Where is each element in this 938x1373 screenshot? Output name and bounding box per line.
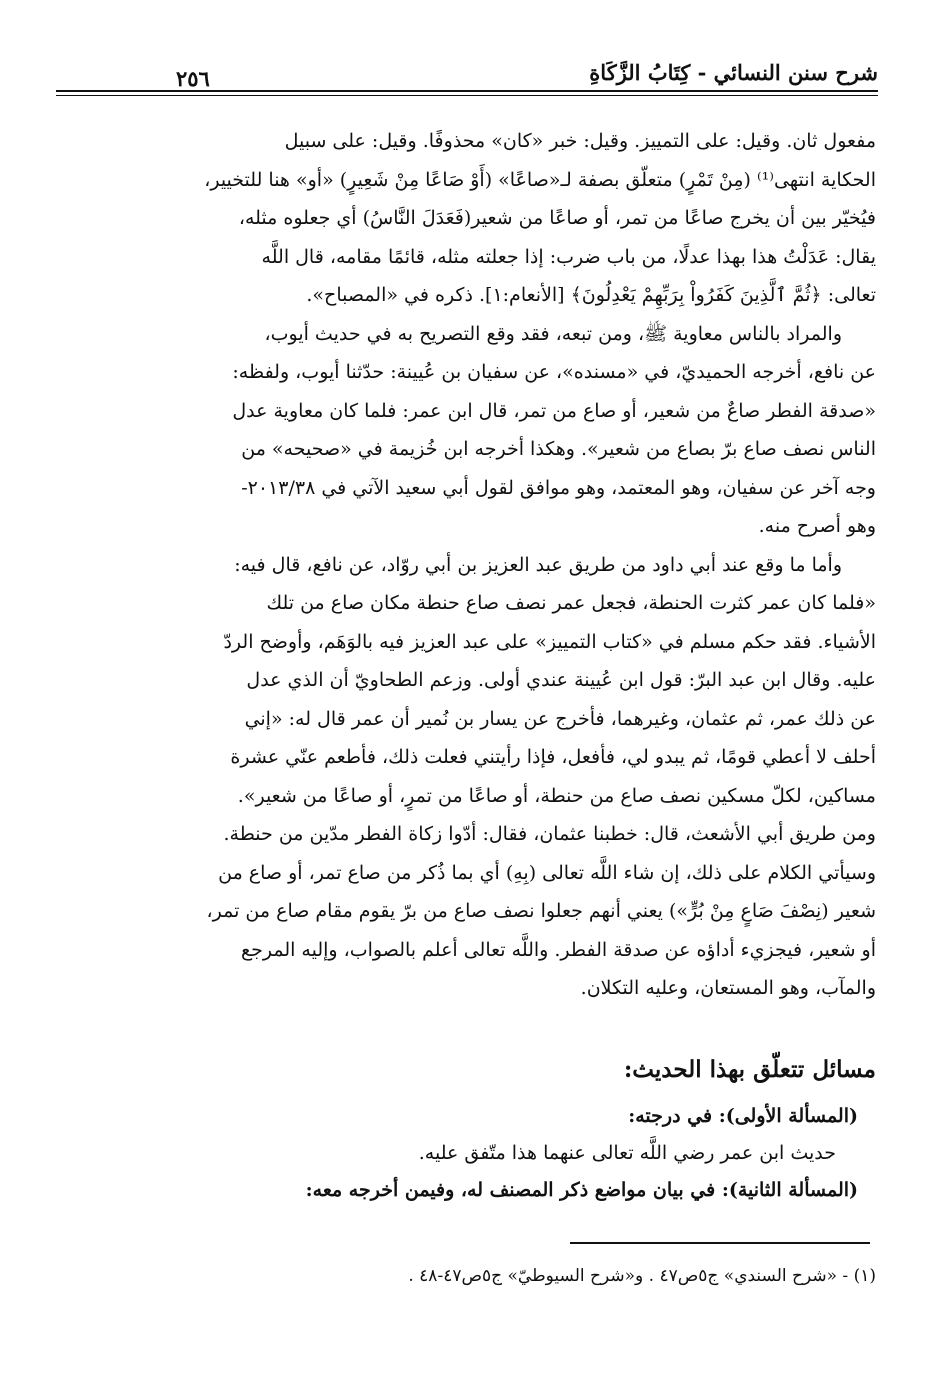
text-line: والمراد بالناس معاوية ﷺ، ومن تبعه، فقد وقع التصريح به في حديث أيوب، <box>264 322 842 345</box>
text-line: «صدقة الفطر صاعٌ من شعير، أو صاع من تمر، قال ابن عمر: فلما كان معاوية عدل <box>232 399 876 422</box>
text-line: ومن طريق أبي الأشعث، قال: خطبنا عثمان، فقال: أدّوا زكاة الفطر مدّين من حنطة. <box>223 823 876 845</box>
text-line: مساكين، لكلّ مسكين نصف صاع من حنطة، أو صاعًا من تمرٍ، أو صاعًا من شعير». <box>237 784 876 807</box>
issues-list <box>62 1098 876 1209</box>
section-heading: مسائل تتعلّق بهذا الحديث: <box>623 1056 876 1083</box>
text-line: «فلما كان عمر كثرت الحنطة، فجعل عمر نصف صاع حنطة مكان صاع من تلك <box>266 592 876 614</box>
text-line: الناس نصف صاع برّ بصاع من شعير». وهكذا أخرجه ابن خُزيمة في «صحيحه» من <box>241 438 876 460</box>
main-text <box>62 122 876 1008</box>
text-line: شعير (نِصْفَ صَاعٍ مِنْ بُرٍّ») يعني أنهم جعلوا نصف صاع من برّ يقوم مقام صاع من تمر، <box>206 900 876 922</box>
page-number: ٢٥٦ <box>176 66 210 91</box>
issue-first-answer: حديث ابن عمر رضي اللَّه تعالى عنهما هذا متّفق عليه. <box>418 1142 836 1164</box>
footnote: (١) - «شرح السندي» ج٥ص٤٧ . و«شرح السيوطيّ» ج٥ص٤٧-٤٨ . <box>408 1266 876 1286</box>
text-line: عليه. وقال ابن عبد البرّ: قول ابن عُيينة عندي أولى. وزعم الطحاويّ أن الذي عدل <box>246 669 876 691</box>
issue-first: (المسألة الأولى): في درجته: <box>628 1105 858 1127</box>
text-line: وجه آخر عن سفيان، وهو المعتمد، وهو موافق لقول أبي سعيد الآتي في ٢٠١٣/٣٨- <box>241 476 876 499</box>
text-line: وسيأتي الكلام على ذلك، إن شاء اللَّه تعالى (بِهِ) أي بما ذُكر من صاع تمر، أو صاع من <box>218 861 876 884</box>
text-line: وأما ما وقع عند أبي داود من طريق عبد العزيز بن أبي روّاد، عن نافع، قال فيه: <box>234 553 842 576</box>
text-line: مفعول ثان. وقيل: على التمييز. وقيل: خبر «كان» محذوفًا. وقيل: على سبيل <box>284 130 876 152</box>
text-line: فيُخيّر بين أن يخرج صاعًا من تمر، أو صاعًا من شعير(فَعَدَلَ النَّاسُ) أي جعلوه مثله، <box>238 207 876 229</box>
text-line: والمآب، وهو المستعان، وعليه التكلان. <box>580 977 876 999</box>
issue-second: (المسألة الثانية): في بيان مواضع ذكر المصنف له، وفيمن أخرجه معه: <box>305 1179 858 1201</box>
text-line: يقال: عَدَلْتُ هذا بهذا عدلًا، من باب ضرب: إذا جعلته مثله، قائمًا مقامه، قال اللَّه <box>261 245 876 268</box>
page-header <box>56 60 878 102</box>
text-line: أو شعير، فيجزيء أداؤه عن صدقة الفطر. واللَّه تعالى أعلم بالصواب، وإليه المرجع <box>241 938 876 961</box>
text-line: عن نافع، أخرجه الحميديّ، في «مسنده»، عن سفيان بن عُيينة: حدّثنا أيوب، ولفظه: <box>232 361 876 383</box>
header-rule-thin <box>56 95 878 96</box>
text-line: أحلف لا أعطي قومًا، ثم يبدو لي، فأفعل، فإذا رأيتني فعلت ذلك، فأطعم عنّي عشرة <box>230 746 876 768</box>
text-line: الحكاية انتهى⁽¹⁾ (مِنْ تَمْرٍ) متعلّق بصفة لـ«صاعًا» (أَوْ صَاعًا مِنْ شَعِيرٍ) «أو» هنا للتخيير، <box>204 168 876 191</box>
header-rule <box>56 90 878 92</box>
text-line: تعالى: ﴿ثُمَّ ٱلَّذِينَ كَفَرُواْ بِرَبِّهِمْ يَعْدِلُونَ﴾ [الأنعام:١]. ذكره في «المصباح». <box>306 284 876 306</box>
text-line: عن ذلك عمر، ثم عثمان، وغيرهما، فأخرج عن يسار بن نُمير أن عمر قال له: «إني <box>244 707 876 730</box>
text-line: وهو أصرح منه. <box>758 515 876 537</box>
text-line: الأشياء. فقد حكم مسلم في «كتاب التمييز» على عبد العزيز فيه بالوَهَم، وأوضح الردّ <box>223 630 876 653</box>
footnote-divider <box>570 1242 870 1244</box>
running-title: شرح سنن النسائي - كِتَابُ الزَّكَاةِ <box>589 60 878 85</box>
